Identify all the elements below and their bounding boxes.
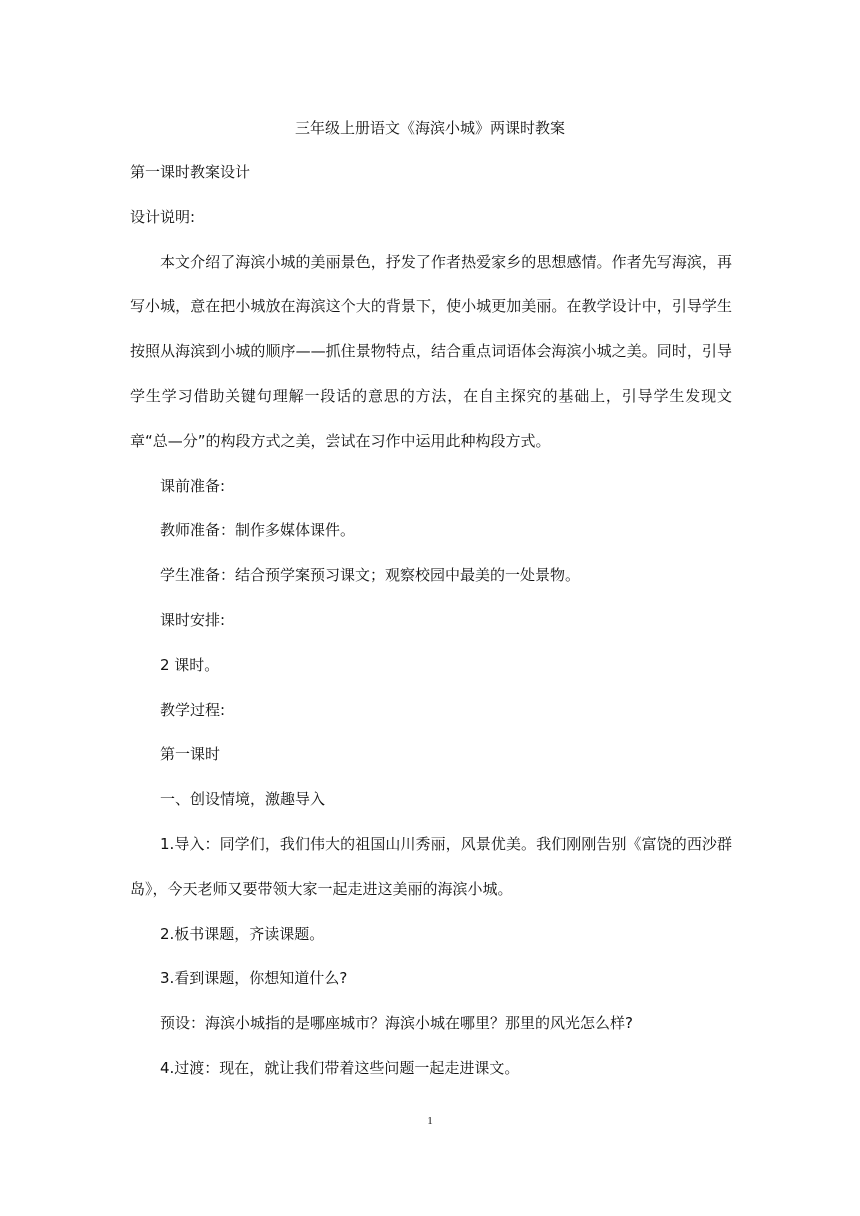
schedule-label: 课时安排: <box>160 610 226 629</box>
design-note-paragraph: 本文介绍了海滨小城的美丽景色，抒发了作者热爱家乡的思想感情。作者先写海滨，再写小城，意在把小城放在海滨这个大的背景下，使小城更加美丽。在教学设计中，引导学生按照从海滨到小城的顺序——抓住景物特点，结合重点词语体会海滨小城之美。同时，引导学生学习借助关键句理解一段话的意思的方法，在自主探究的基础上，引导学生发现文章“总—分”的构段方式之美，尝试在习作中运用此种构段方式。 <box>130 252 732 450</box>
document-title: 三年级上册语文《海滨小城》两课时教案 <box>294 119 565 137</box>
step-1-paragraph: 1.导入：同学们，我们伟大的祖国山川秀丽，风景优美。我们刚刚告别《富饶的西沙群岛》，今天老师又要带领大家一起走进这美丽的海滨小城。 <box>130 834 732 898</box>
student-prep: 学生准备：结合预学案预习课文；观察校园中最美的一处景物。 <box>160 566 581 585</box>
page-number: 1 <box>427 1115 433 1127</box>
presupposition: 预设：海滨小城指的是哪座城市？海滨小城在哪里？那里的风光怎么样? <box>160 1014 633 1033</box>
lesson-design-heading: 第一课时教案设计 <box>130 163 251 181</box>
step-3: 3.看到课题，你想知道什么? <box>160 969 348 988</box>
prep-label: 课前准备: <box>160 476 226 495</box>
teacher-prep: 教师准备：制作多媒体课件。 <box>160 521 356 540</box>
step-4: 4.过渡：现在，就让我们带着这些问题一起走进课文。 <box>160 1058 520 1077</box>
document-body <box>130 160 732 1101</box>
design-note-label: 设计说明: <box>130 207 196 226</box>
first-lesson-heading: 第一课时 <box>160 745 221 764</box>
schedule-value: 2 课时。 <box>160 655 220 674</box>
step-2: 2.板书课题，齐读课题。 <box>160 924 325 943</box>
section-one-heading: 一、创设情境，激趣导入 <box>160 790 326 809</box>
process-label: 教学过程: <box>160 700 226 719</box>
